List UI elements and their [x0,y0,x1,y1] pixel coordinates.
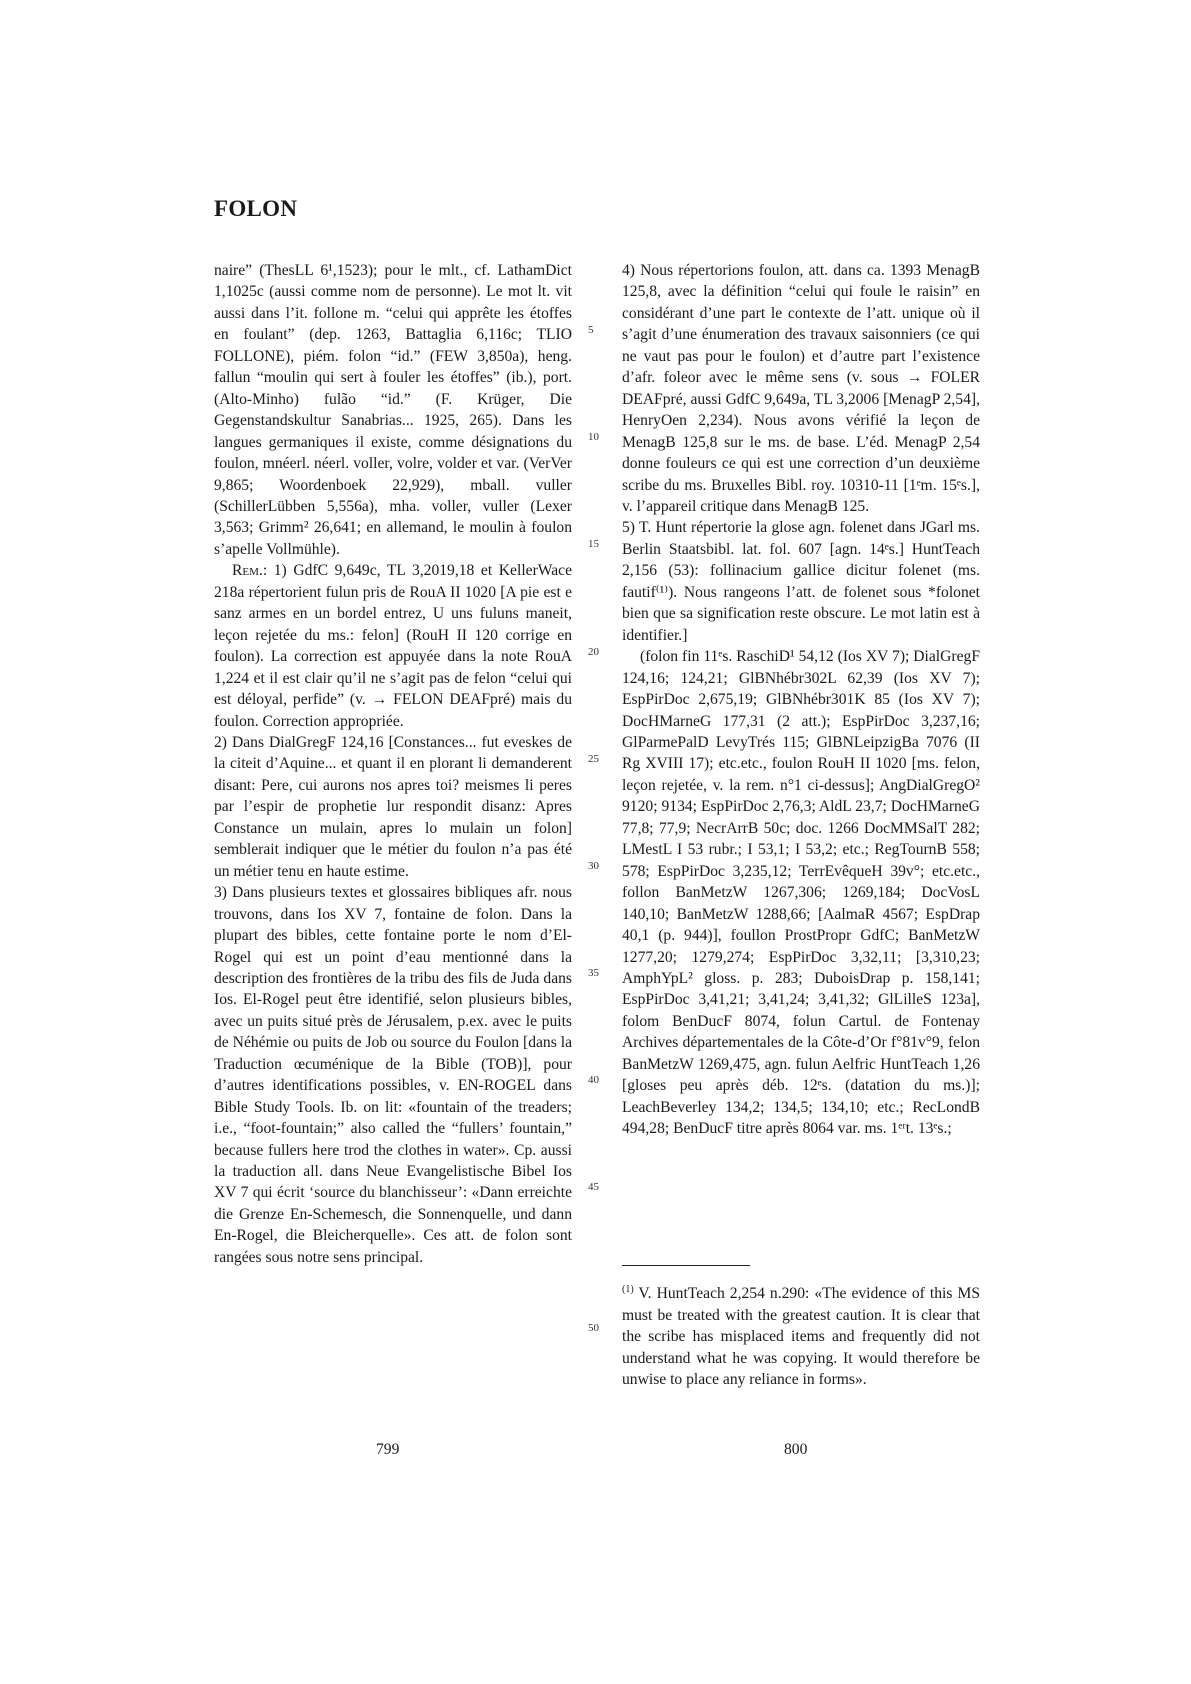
remarks-text: : 1) GdfC 9,649c, TL 3,2019,18 et KellerWace 218a répertorient fulun pris de RouA II 1020 [A pie est e sanz armes en un bordel entrez, U uns fuluns maneit, leçon rejetée du ms.: felon] (RouH II 120 corrige en foulon). La correction est appuyée dans la note RouA 1,224 et il est clair qu’il ne s’agit pas de felon “celui qui est déloyal, perfide” (v. → FELON DEAFpré) mais du foulon. Correction appropriée. [214,562,572,730]
line-number: 35 [588,967,599,979]
right-column [622,260,980,1140]
remarks-paragraph [214,560,572,732]
footnote-mark: (1) [622,1284,634,1295]
line-number: 40 [588,1074,599,1086]
right-paragraph-3: (folon fin 11ᵉs. RaschiD¹ 54,12 (Ios XV 7); DialGregF 124,16; 124,21; GlBNhébr302L 62,39 (Ios XV 7); EspPirDoc 2,675,19; GlBNhébr301K 85 (Ios XV 7); DocHMarneG 177,31 (2 att.); EspPirDoc 3,237,16; GlParmePalD LevyTrés 115; GlBNLeipzigBa 7076 (II Rg XVIII 17); etc.etc., foulon RouH II 1020 [ms. felon, leçon rejetée, v. la rem. n°1 ci-dessus]; AngDialGregO² 9120; 9134; EspPirDoc 2,76,3; AldL 23,7; DocHMarneG 77,8; 77,9; NecrArrB 50c; doc. 1266 DocMMSalT 282; LMestL I 53 rubr.; I 53,1; I 53,2; etc.; RegTournB 558; 578; EspPirDoc 3,235,12; TerrEvêqueH 39v°; etc.etc., follon BanMetzW 1267,306; 1269,184; DocVosL 140,10; BanMetzW 1288,66; [AalmaR 4567; EspDrap 40,1 (p. 944)], foullon ProstPropr GdfC; BanMetzW 1277,20; 1279,274; EspPirDoc 3,32,11; [3,310,23; AmphYpL² gloss. p. 283; DuboisDrap p. 158,141; EspPirDoc 3,41,21; 3,41,24; 3,41,32; GlLilleS 123a], folom BenDucF 8074, folun Cartul. de Fontenay Archives départementales de la Côte-d’Or f°81v°9, felon BanMetzW 1269,475, agn. fulun Aelfric HuntTeach 1,26 [gloses peu après déb. 12ᵉs. (datation du ms.)]; LeachBeverley 134,2; 134,5; 134,10; etc.; RecLondB 494,28; BenDucF titre après 8064 var. ms. 1ᵉʳt. 13ᵉs.; [622,648,980,1138]
line-number: 20 [588,646,599,658]
line-number: 5 [588,324,594,336]
remarks-label: Rem. [232,562,263,580]
headword: FOLON [214,196,298,221]
page-number-left: 799 [376,1441,400,1458]
line-number: 25 [588,753,599,765]
right-paragraph-2: 5) T. Hunt répertorie la glose agn. folenet dans JGarl ms. Berlin Staatsbibl. lat. fol. 607 [agn. 14ᵉs.] HuntTeach 2,156 (53): follinacium gallice dicitur folenet (ms. fautif⁽¹⁾). Nous rangeons l’att. de folenet sous *folonet bien que sa signification reste obscure. Le mot latin est à identifier.] [622,519,980,644]
left-column [214,260,572,1268]
line-number: 50 [588,1322,599,1334]
footnote-rule [622,1265,750,1266]
page-number-right: 800 [784,1441,808,1458]
footnote-text: V. HuntTeach 2,254 n.290: «The evidence of this MS must be treated with the greatest caution. It is clear that the scribe has misplaced items and frequently did not understand what he was copying. It would therefore be unwise to place any reliance in forms». [622,1285,980,1388]
left-paragraph-1: naire” (ThesLL 6¹,1523); pour le mlt., cf. LathamDict 1,1025c (aussi comme nom de personne). Le mot lt. vit aussi dans l’it. follone m. “celui qui apprête les étoffes en foulant” (dep. 1263, Battaglia 6,116c; TLIO FOLLONE), piém. folon “id.” (FEW 3,850a), heng. fallun “moulin qui sert à fouler les étoffes” (ib.), port. (Alto-Minho) fulão “id.” (F. Krüger, Die Gegenstandskultur Sanabrias... 1925, 265). Dans les langues germaniques il existe, comme désignations du foulon, mnéerl. néerl. voller, volre, volder et var. (VerVer 9,865; Woordenboek 22,929), mball. vuller (SchillerLübben 5,556a), mha. voller, vuller (Lexer 3,563; Grimm² 26,641; en allemand, le moulin à foulon s’apelle Vollmühle). [214,262,572,558]
line-number: 15 [588,538,599,550]
left-paragraph-3: 2) Dans DialGregF 124,16 [Constances... fut eveskes de la citeit d’Aquine... et quant il en plorant li demanderent disant: Pere, cui aurons nos apres toi? meismes li peres par l’espir de prophetie lur respondit disanz: Apres Constance un mulain, apres lo mulain un folon] semblerait indiquer que le métier du foulon n’a pas été un métier tenu en haute estime. [214,733,572,880]
right-paragraph-1: 4) Nous répertorions foulon, att. dans ca. 1393 MenagB 125,8, avec la définition “celui qui foule le raisin” en considérant d’une part le contexte de l’att. unique où il s’agit d’une énumeration des travaux saisonniers (ce qui ne vaut pas pour le foulon) et d’autre part l’existence d’afr. foleor avec le même sens (v. sous → FOLER DEAFpré, aussi GdfC 9,649a, TL 3,2006 [MenagP 2,54], HenryOen 2,234). Nous avons vérifié la leçon de MenagB 125,8 sur le ms. de base. L’éd. MenagP 2,54 donne fouleurs ce qui est une correction d’un deuxième scribe du ms. Bruxelles Bibl. roy. 10310-11 [1ᵉm. 15ᵉs.], v. l’appareil critique dans MenagB 125. [622,262,980,515]
footnote [622,1279,980,1390]
left-paragraph-4: 3) Dans plusieurs textes et glossaires bibliques afr. nous trouvons, dans Ios XV 7, fontaine de folon. Dans la plupart des bibles, cette fontaine porte le nom d’El-Rogel qui est un point d’eau mentionné dans la description des frontières de la tribu des fils de Juda dans Ios. El-Rogel peut être identifié, selon plusieurs bibles, avec un puits situé près de Jérusalem, p.ex. avec le puits de Néhémie ou puits de Job ou source du Foulon [dans la Traduction œcuménique de la Bible (TOB)], pour d’autres identifications possibles, v. EN-ROGEL dans Bible Study Tools. Ib. on lit: «fountain of the treaders; i.e., “foot-fountain;” also called the “fullers’ fountain,” because fullers here trod the clothes in water». Cp. aussi la traduction all. dans Neue Evangelistische Bibel Ios XV 7 qui écrit ‘source du blanchisseur’: «Dann erreichte die Grenze En-Schemesch, die Sonnenquelle, und dann En-Rogel, die Bleicherquelle». Ces att. de folon sont rangées sous notre sens principal. [214,884,572,1266]
line-number: 30 [588,860,599,872]
line-number: 10 [588,431,599,443]
line-number: 45 [588,1181,599,1193]
